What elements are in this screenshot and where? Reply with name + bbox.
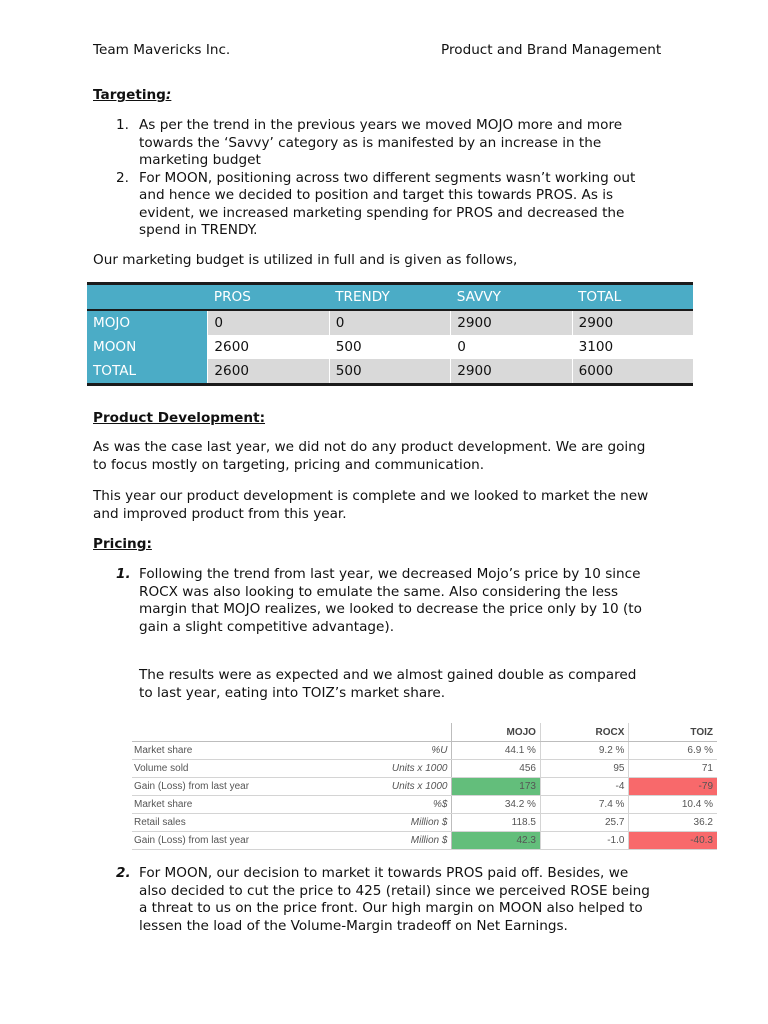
budget-col-savvy: SAVVY	[451, 284, 572, 311]
results-col-toiz: TOIZ	[629, 723, 717, 742]
results-col-mojo: MOJO	[452, 723, 541, 742]
budget-col-blank	[87, 284, 208, 311]
budget-header-row	[87, 284, 693, 311]
targeting-list	[93, 117, 693, 240]
budget-col-trendy: TRENDY	[329, 284, 450, 311]
pricing-results-text: The results were as expected and we almost gained double as compared to last year, eating into TOIZ’s market share.	[139, 667, 637, 701]
pricing-heading: Pricing:	[93, 536, 152, 552]
product-development-paragraph-2: This year our product development is complete and we looked to market the new and improved product from this year.	[93, 488, 649, 522]
results-row-market-share-units: Market share %U 44.1 % 9.2 % 6.9 %	[132, 742, 717, 760]
budget-col-total: TOTAL	[572, 284, 693, 311]
results-row-market-share-dollars: Market share %$ 34.2 % 7.4 % 10.4 %	[132, 796, 717, 814]
header-subject: Product and Brand Management	[441, 42, 662, 58]
results-table	[132, 723, 717, 850]
results-header-row	[132, 723, 717, 742]
results-col-rocx: ROCX	[540, 723, 629, 742]
targeting-item-2: 2. For MOON, positioning across two different segments wasn’t working out and hence we decided to position and target this towards PROS. As is evident, we increased marketing spending for PROS and decreased the spend in TRENDY.	[116, 169, 636, 238]
product-development-heading: Product Development:	[93, 410, 266, 426]
header-company: Team Mavericks Inc.	[93, 42, 231, 58]
results-row-gain-units: Gain (Loss) from last year Units x 1000 173 -4 -79	[132, 778, 717, 796]
results-row-gain-dollars: Gain (Loss) from last year Million $ 42.3 -1.0 -40.3	[132, 832, 717, 850]
targeting-heading: Targeting:	[93, 87, 172, 103]
budget-row-mojo: MOJO 0 0 2900 2900	[87, 310, 693, 335]
budget-table	[87, 282, 693, 386]
results-row-retail-sales: Retail sales Million $ 118.5 25.7 36.2	[132, 814, 717, 832]
budget-row-total: TOTAL 2600 500 2900 6000	[87, 359, 693, 385]
budget-intro: Our marketing budget is utilized in full and is given as follows,	[93, 252, 518, 268]
budget-col-pros: PROS	[208, 284, 329, 311]
targeting-item-1: 1. As per the trend in the previous years we moved MOJO more and more towards the ‘Savvy’ category as is manifested by an increase in the marketing budget	[116, 117, 623, 168]
pricing-item-2: 2. For MOON, our decision to market it towards PROS paid off. Besides, we also decided to cut the price to 425 (retail) since we perceived ROSE being a threat to us on the price front. Our high margin on MOON also helped to lessen the load of the Volume-Margin tradeoff on Net Earnings.	[116, 865, 650, 934]
results-row-volume-sold: Volume sold Units x 1000 456 95 71	[132, 760, 717, 778]
pricing-item-1: 1. Following the trend from last year, we decreased Mojo’s price by 10 since ROCX was also looking to emulate the same. Also considering the less margin that MOJO realizes, we looked to decrease the price only by 10 (to gain a slight competitive advantage).	[116, 566, 642, 635]
budget-row-moon: MOON 2600 500 0 3100	[87, 335, 693, 359]
product-development-paragraph-1: As was the case last year, we did not do any product development. We are going to focus mostly on targeting, pricing and communication.	[93, 439, 646, 473]
